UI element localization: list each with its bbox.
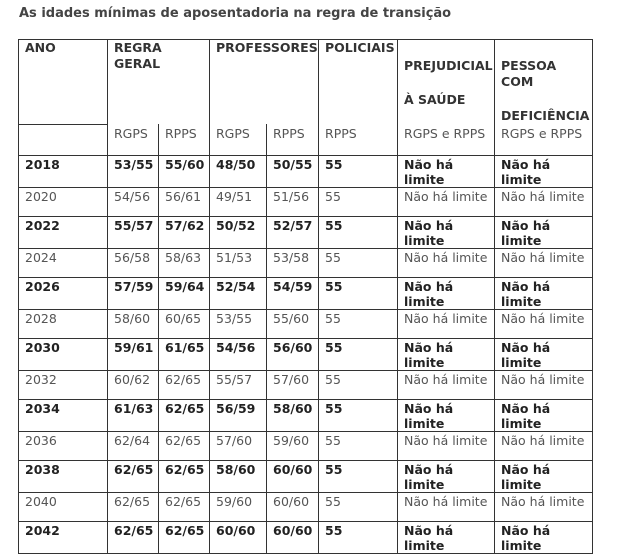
table-cell: 2024 — [19, 248, 108, 277]
table-cell: 2022 — [19, 216, 108, 248]
table-cell: 2034 — [19, 399, 108, 431]
table-cell: 59/60 — [267, 431, 319, 460]
table-cell: 55 — [319, 399, 398, 431]
table-cell: 53/55 — [108, 155, 159, 187]
table-cell: 60/60 — [210, 521, 267, 553]
table-cell: Não há limite — [495, 431, 593, 460]
table-cell: Não há limite — [495, 248, 593, 277]
table-row — [19, 309, 593, 338]
table-cell: 54/56 — [108, 187, 159, 216]
header-prejudicial-line1: PREJUDICIAL — [404, 58, 493, 73]
table-row — [19, 492, 593, 521]
table-cell: 57/60 — [267, 370, 319, 399]
table-cell: 49/51 — [210, 187, 267, 216]
table-cell: 61/63 — [108, 399, 159, 431]
table-cell: 55 — [319, 155, 398, 187]
subheader-cell: RPPS — [267, 124, 319, 155]
table-cell: Não há limite — [495, 399, 593, 431]
table-cell: 60/60 — [267, 521, 319, 553]
table-cell: Não há limite — [495, 492, 593, 521]
table-cell: 55 — [319, 492, 398, 521]
table-cell: 60/60 — [267, 492, 319, 521]
subheader-cell: RGPS — [108, 124, 159, 155]
table-cell: 62/65 — [108, 460, 159, 492]
table-cell: 55 — [319, 338, 398, 370]
table-cell: Não há limite — [398, 248, 495, 277]
table-cell: Não há limite — [398, 338, 495, 370]
table-cell: 2032 — [19, 370, 108, 399]
header-deficiencia-line2: DEFICIÊNCIA — [501, 108, 590, 123]
table-cell: 55/60 — [159, 155, 210, 187]
table-row — [19, 521, 593, 553]
table-cell: 58/60 — [210, 460, 267, 492]
table-cell: 58/63 — [159, 248, 210, 277]
subheader-ano-blank — [19, 124, 108, 155]
table-cell: 55 — [319, 187, 398, 216]
table-cell: 2026 — [19, 277, 108, 309]
header-regra-geral-label: REGRA GERAL — [114, 40, 162, 71]
retirement-ages-table — [18, 39, 593, 554]
table-row — [19, 248, 593, 277]
table-cell: 59/64 — [159, 277, 210, 309]
table-cell: 2036 — [19, 431, 108, 460]
table-cell: Não há limite — [398, 431, 495, 460]
table-cell: 2030 — [19, 338, 108, 370]
table-cell: 2042 — [19, 521, 108, 553]
subheader-cell: RPPS — [319, 124, 398, 155]
table-cell: Não há limite — [398, 187, 495, 216]
table-cell: Não há limite — [398, 399, 495, 431]
table-cell: Não há limite — [495, 187, 593, 216]
table-cell: Não há limite — [495, 309, 593, 338]
table-cell: 62/64 — [108, 431, 159, 460]
table-cell: 55 — [319, 309, 398, 338]
table-cell: 2040 — [19, 492, 108, 521]
header-prejudicial-line2: À SAÚDE — [404, 92, 466, 107]
table-cell: Não há limite — [398, 309, 495, 338]
table-cell: 51/56 — [267, 187, 319, 216]
table-cell: Não há limite — [495, 521, 593, 553]
table-cell: 62/65 — [159, 399, 210, 431]
table-cell: 59/61 — [108, 338, 159, 370]
table-cell: 62/65 — [108, 492, 159, 521]
table-cell: 60/60 — [267, 460, 319, 492]
table-cell: 50/52 — [210, 216, 267, 248]
table-cell: 51/53 — [210, 248, 267, 277]
table-cell: 57/59 — [108, 277, 159, 309]
table-cell: 58/60 — [108, 309, 159, 338]
subheader-row — [19, 124, 593, 155]
header-professores: PROFESSORES — [210, 40, 319, 125]
table-cell: Não há limite — [495, 155, 593, 187]
table-cell: 62/65 — [159, 460, 210, 492]
table-cell: 57/62 — [159, 216, 210, 248]
table-row — [19, 155, 593, 187]
table-row — [19, 216, 593, 248]
header-ano: ANO — [19, 40, 108, 125]
table-cell: 52/57 — [267, 216, 319, 248]
table-cell: 58/60 — [267, 399, 319, 431]
page-title: As idades mínimas de aposentadoria na regra de transição — [19, 6, 452, 21]
table-cell: Não há limite — [398, 216, 495, 248]
table-cell: Não há limite — [398, 521, 495, 553]
table-cell: 56/58 — [108, 248, 159, 277]
table-cell: Não há limite — [495, 277, 593, 309]
table-cell: 62/65 — [108, 521, 159, 553]
table-row — [19, 370, 593, 399]
table-cell: 2038 — [19, 460, 108, 492]
table-cell: 55 — [319, 277, 398, 309]
header-deficiencia — [495, 40, 593, 125]
table-cell: 55 — [319, 431, 398, 460]
table-cell: 55/57 — [108, 216, 159, 248]
table-cell: 57/60 — [210, 431, 267, 460]
table-cell: 60/62 — [108, 370, 159, 399]
table-cell: 2028 — [19, 309, 108, 338]
table-cell: 62/65 — [159, 492, 210, 521]
table-cell: 53/55 — [210, 309, 267, 338]
subheader-cell: RGPS e RPPS — [495, 124, 593, 155]
subheader-cell: RGPS — [210, 124, 267, 155]
table-cell: 54/59 — [267, 277, 319, 309]
header-regra-geral — [108, 40, 210, 125]
table-row — [19, 431, 593, 460]
header-policiais: POLICIAIS — [319, 40, 398, 125]
table-cell: 61/65 — [159, 338, 210, 370]
table-cell: Não há limite — [398, 492, 495, 521]
header-prejudicial — [398, 40, 495, 125]
table-row — [19, 277, 593, 309]
table-cell: Não há limite — [495, 338, 593, 370]
table-cell: 56/61 — [159, 187, 210, 216]
table-cell: 55 — [319, 248, 398, 277]
table-cell: Não há limite — [398, 460, 495, 492]
table-row — [19, 187, 593, 216]
table-cell: 52/54 — [210, 277, 267, 309]
table-cell: 59/60 — [210, 492, 267, 521]
table-cell: Não há limite — [495, 216, 593, 248]
table-row — [19, 338, 593, 370]
table-cell: 60/65 — [159, 309, 210, 338]
table-cell: 50/55 — [267, 155, 319, 187]
table-row — [19, 399, 593, 431]
header-deficiencia-line1: PESSOA COM — [501, 58, 557, 89]
table-cell: 54/56 — [210, 338, 267, 370]
table-cell: 55 — [319, 216, 398, 248]
table-body — [19, 155, 593, 553]
subheader-cell: RPPS — [159, 124, 210, 155]
table-cell: 56/59 — [210, 399, 267, 431]
table-cell: Não há limite — [398, 155, 495, 187]
table-cell: Não há limite — [398, 277, 495, 309]
table-cell: 62/65 — [159, 431, 210, 460]
table-row — [19, 460, 593, 492]
table-cell: 48/50 — [210, 155, 267, 187]
table-cell: Não há limite — [495, 370, 593, 399]
table-cell: 55/57 — [210, 370, 267, 399]
table-cell: 53/58 — [267, 248, 319, 277]
table-cell: 55 — [319, 521, 398, 553]
subheader-cell: RGPS e RPPS — [398, 124, 495, 155]
table-cell: Não há limite — [495, 460, 593, 492]
table-cell: 62/65 — [159, 370, 210, 399]
header-row — [19, 40, 593, 125]
table-cell: 55 — [319, 370, 398, 399]
table-cell: 55 — [319, 460, 398, 492]
table-cell: Não há limite — [398, 370, 495, 399]
table-cell: 2018 — [19, 155, 108, 187]
table-cell: 62/65 — [159, 521, 210, 553]
table-cell: 2020 — [19, 187, 108, 216]
table-cell: 55/60 — [267, 309, 319, 338]
table-cell: 56/60 — [267, 338, 319, 370]
